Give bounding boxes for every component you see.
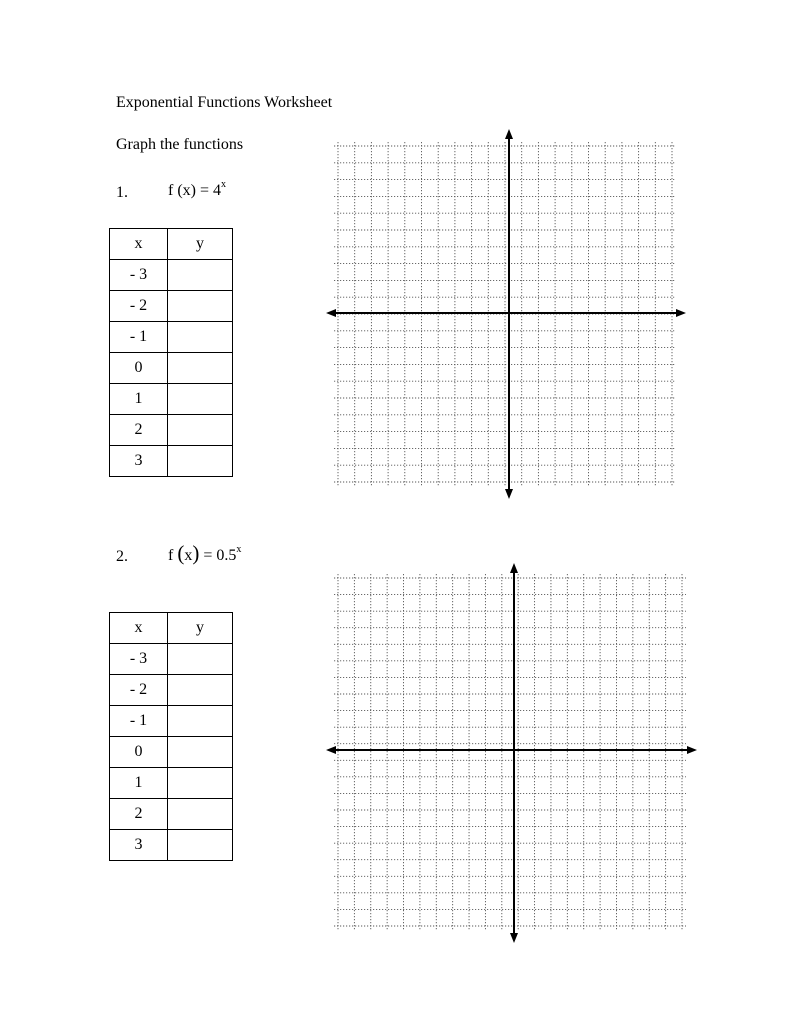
table-row — [110, 415, 233, 446]
close-paren: ) — [190, 182, 196, 199]
problem-1-formula — [168, 178, 227, 200]
problem-2-coordinate-grid[interactable] — [320, 560, 702, 946]
x-value-cell: - 1 — [110, 706, 168, 737]
x-value-cell: 3 — [110, 830, 168, 861]
y-answer-cell[interactable] — [168, 830, 233, 861]
x-value-cell: 3 — [110, 446, 168, 477]
function-name: f — [168, 547, 174, 564]
table-row — [110, 446, 233, 477]
table-row — [110, 384, 233, 415]
table-row — [110, 706, 233, 737]
x-column-header: x — [110, 613, 168, 644]
function-base: 0.5 — [216, 547, 237, 564]
y-answer-cell[interactable] — [168, 415, 233, 446]
table-row — [110, 737, 233, 768]
y-column-header: y — [168, 613, 233, 644]
function-base: 4 — [213, 182, 222, 199]
y-column-header: y — [168, 229, 233, 260]
table-row — [110, 675, 233, 706]
y-answer-cell[interactable] — [168, 353, 233, 384]
y-axis-down-arrow-icon — [505, 489, 513, 499]
problem-2-table — [109, 612, 233, 861]
y-answer-cell[interactable] — [168, 322, 233, 353]
close-paren: ) — [192, 541, 200, 565]
instruction-text: Graph the functions — [116, 136, 244, 153]
x-value-cell: 2 — [110, 415, 168, 446]
x-column-header: x — [110, 229, 168, 260]
table-row — [110, 291, 233, 322]
function-name: f — [168, 182, 174, 199]
x-value-cell: - 1 — [110, 322, 168, 353]
problem-1-coordinate-grid[interactable] — [320, 126, 692, 502]
table-header-row — [110, 229, 233, 260]
open-paren: ( — [177, 182, 183, 199]
function-exponent: x — [236, 543, 242, 555]
x-value-cell: 1 — [110, 384, 168, 415]
x-axis-left-arrow-icon — [326, 746, 336, 754]
x-value-cell: 1 — [110, 768, 168, 799]
table-row — [110, 322, 233, 353]
y-axis-up-arrow-icon — [510, 563, 518, 573]
y-answer-cell[interactable] — [168, 675, 233, 706]
table-header-row — [110, 613, 233, 644]
problem-1-number: 1. — [116, 184, 128, 201]
x-axis-left-arrow-icon — [326, 309, 336, 317]
y-answer-cell[interactable] — [168, 799, 233, 830]
equals-sign: = — [203, 547, 213, 564]
x-value-cell: 0 — [110, 737, 168, 768]
x-value-cell: - 2 — [110, 291, 168, 322]
x-axis-right-arrow-icon — [676, 309, 686, 317]
open-paren: ( — [177, 541, 185, 565]
y-answer-cell[interactable] — [168, 768, 233, 799]
function-exponent: x — [221, 178, 227, 190]
table-row — [110, 353, 233, 384]
y-axis-up-arrow-icon — [505, 129, 513, 139]
y-answer-cell[interactable] — [168, 446, 233, 477]
table-row — [110, 260, 233, 291]
y-answer-cell[interactable] — [168, 260, 233, 291]
y-answer-cell[interactable] — [168, 291, 233, 322]
table-row — [110, 799, 233, 830]
problem-1-table — [109, 228, 233, 477]
x-axis-right-arrow-icon — [687, 746, 697, 754]
table-row — [110, 768, 233, 799]
x-value-cell: - 3 — [110, 644, 168, 675]
equals-sign: = — [199, 182, 210, 199]
x-value-cell: - 2 — [110, 675, 168, 706]
y-answer-cell[interactable] — [168, 644, 233, 675]
table-row — [110, 830, 233, 861]
table-row — [110, 644, 233, 675]
y-answer-cell[interactable] — [168, 384, 233, 415]
x-value-cell: - 3 — [110, 260, 168, 291]
worksheet-title: Exponential Functions Worksheet — [116, 94, 333, 111]
problem-2-number: 2. — [116, 548, 128, 565]
function-variable: x — [184, 547, 193, 564]
x-value-cell: 0 — [110, 353, 168, 384]
function-variable: x — [182, 182, 191, 199]
y-answer-cell[interactable] — [168, 706, 233, 737]
x-value-cell: 2 — [110, 799, 168, 830]
problem-2-formula — [168, 541, 242, 565]
y-axis-down-arrow-icon — [510, 933, 518, 943]
y-answer-cell[interactable] — [168, 737, 233, 768]
